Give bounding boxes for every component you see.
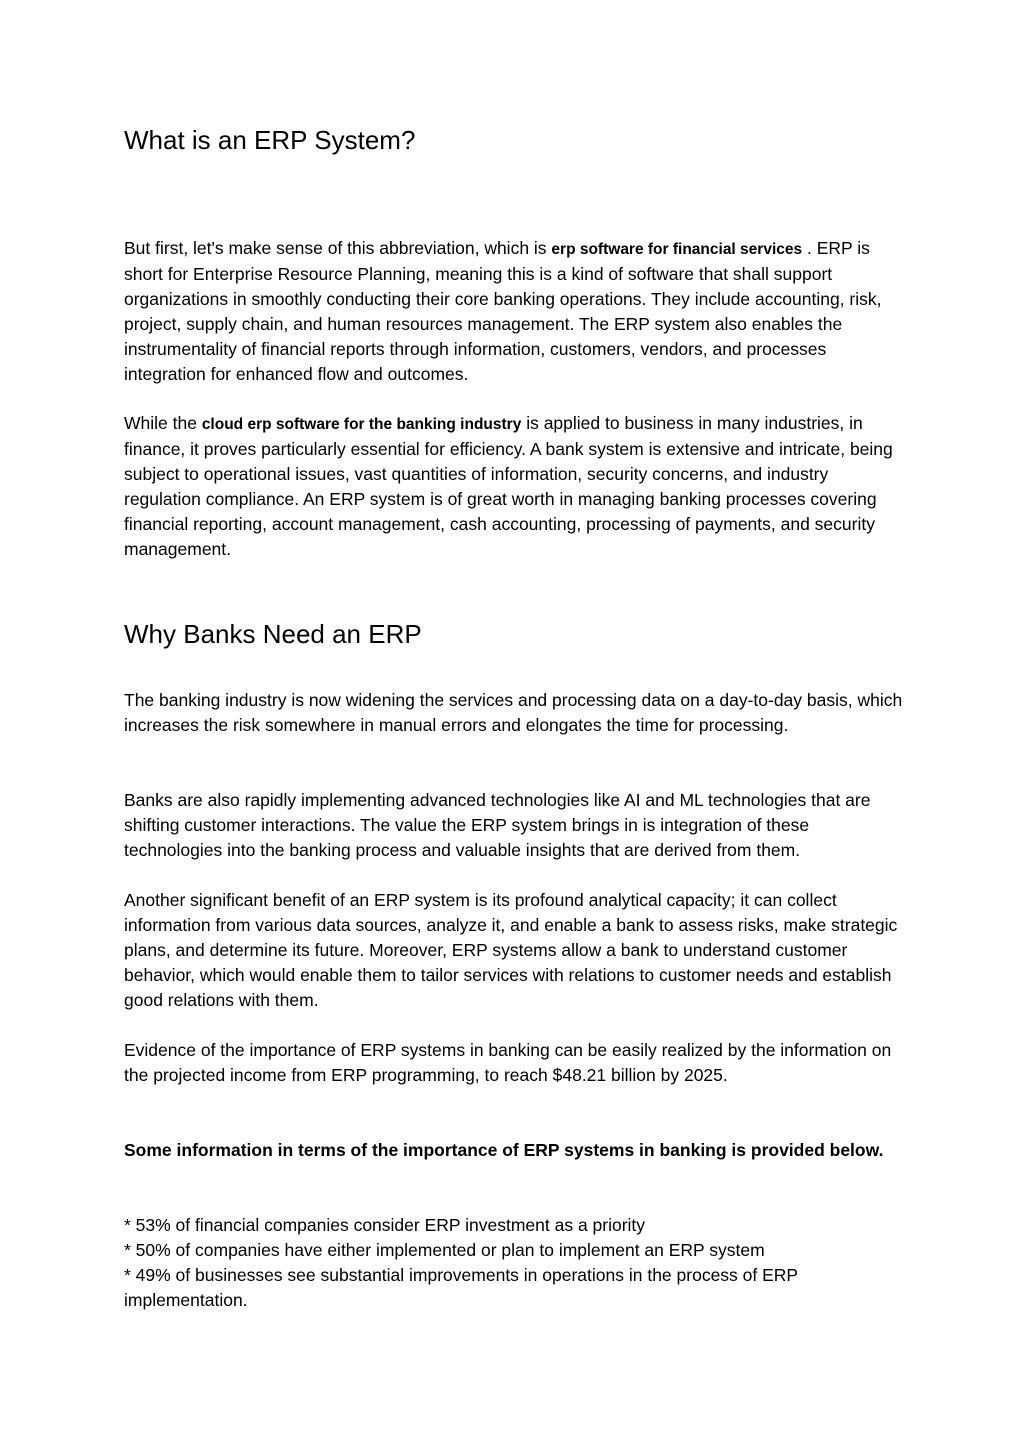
paragraph-erp-definition: [124, 236, 904, 387]
paragraph-cloud-erp-banking: [124, 411, 904, 562]
stats-list-item: * 49% of businesses see substantial improvements in operations in the process of ERP implementation.: [124, 1265, 798, 1310]
stats-list-item: * 50% of companies have either implemented or plan to implement an ERP system: [124, 1240, 765, 1260]
stats-list-item: * 53% of financial companies consider ERP investment as a priority: [124, 1215, 646, 1235]
paragraph-text: . ERP is short for Enterprise Resource Planning, meaning this is a kind of software that shall support organizations in smoothly conducting their core banking operations. They include accounting, risk, project, supply chain, and human resources management. The ERP system also enables the instrumentality of financial reports through information, customers, vendors, and processes integration for enhanced flow and outcomes.: [124, 238, 882, 384]
paragraph-text: But first, let's make sense of this abbreviation, which is: [124, 238, 552, 258]
paragraph-ai-ml: Banks are also rapidly implementing advanced technologies like AI and ML technologies that are shifting customer interactions. The value the ERP system brings in is integration of these technologies into the banking process and valuable insights that are derived from them.: [124, 790, 871, 860]
keyword-link-cloud-erp-banking: cloud erp software for the banking industry: [201, 416, 522, 433]
paragraph-banking-industry: The banking industry is now widening the services and processing data on a day-to-day basis, which increases the risk somewhere in manual errors and elongates the time for processing.: [124, 690, 903, 735]
keyword-link-erp-financial-services: erp software for financial services: [551, 241, 803, 258]
section-heading-what-is-erp: What is an ERP System?: [124, 125, 416, 155]
paragraph-bold-intro: Some information in terms of the importance of ERP systems in banking is provided below.: [124, 1140, 884, 1160]
stats-list: [124, 1213, 904, 1313]
paragraph-analytical-capacity: Another significant benefit of an ERP system is its profound analytical capacity; it can collect information from various data sources, analyze it, and enable a bank to assess risks, make strategic plans, and determine its future. Moreover, ERP systems allow a bank to understand customer behavior, which would enable them to tailor services with relations to customer needs and establish good relations with them.: [124, 890, 898, 1010]
section-heading-why-banks-need-erp: Why Banks Need an ERP: [124, 619, 422, 649]
paragraph-text: is applied to business in many industries, in finance, it proves particularly essential for efficiency. A bank system is extensive and intricate, being subject to operational issues, vast quantities of information, security concerns, and industry regulation compliance. An ERP system is of great worth in managing banking processes covering financial reporting, account management, cash accounting, processing of payments, and security management.: [124, 413, 893, 559]
paragraph-text: While the: [124, 413, 202, 433]
paragraph-projected-income: Evidence of the importance of ERP systems in banking can be easily realized by the information on the projected income from ERP programming, to reach $48.21 billion by 2025.: [124, 1040, 892, 1085]
